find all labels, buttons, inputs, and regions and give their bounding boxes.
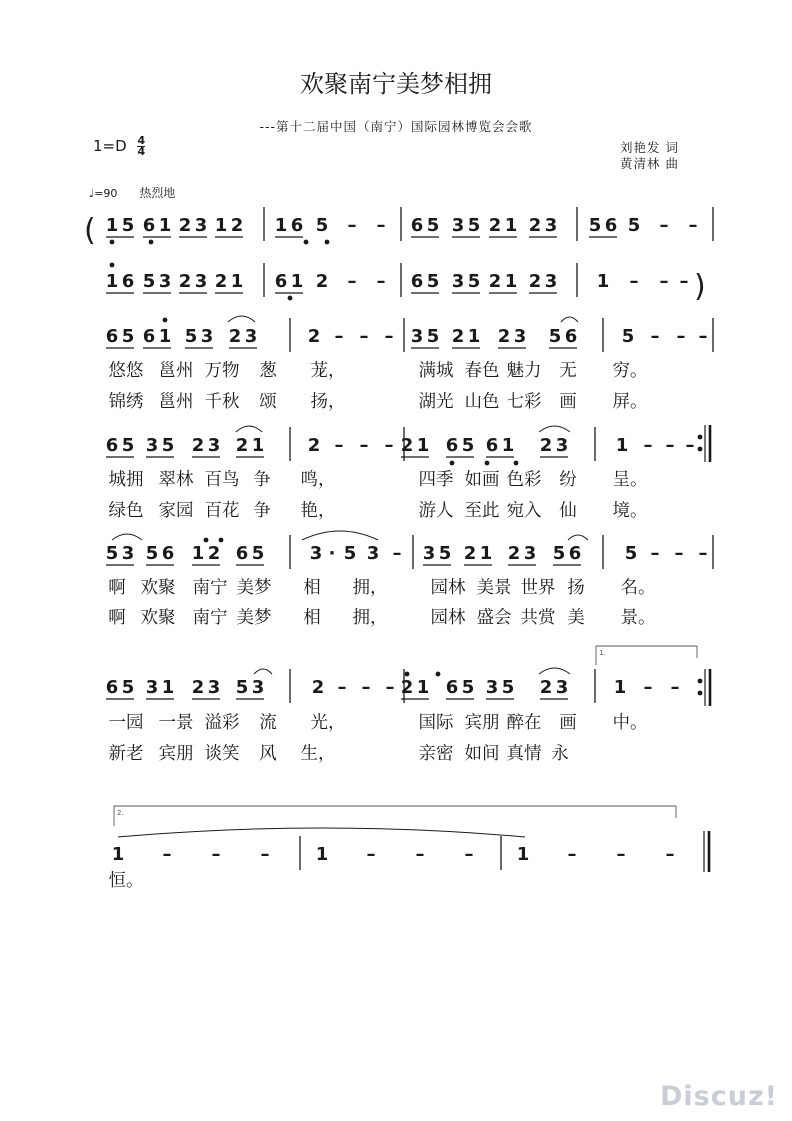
r4-note: 6 — [445, 435, 459, 456]
r2-note: – — [629, 271, 639, 292]
lyric-syllable: 仙 — [559, 501, 577, 521]
lyric-syllable: 扬 — [567, 578, 585, 598]
r2-note: 2 — [178, 271, 192, 292]
r1-note: 1 — [214, 215, 228, 236]
r6-note: – — [670, 677, 680, 698]
r6-note: 6 — [105, 677, 119, 698]
r6-note: 3 — [251, 677, 265, 698]
lyric-syllable: 百花 — [204, 501, 240, 521]
r4-note: 6 — [485, 435, 499, 456]
lyric-syllable: 永 — [551, 744, 569, 764]
octave-dot-low — [149, 240, 154, 245]
lyric-syllable: 邕州 — [158, 392, 194, 412]
lyric-syllable: 美景 — [476, 578, 512, 598]
lyric-syllable: 新老 — [108, 744, 144, 764]
r1-note: 6 — [410, 215, 424, 236]
discuz-watermark: Discuz! — [660, 1081, 778, 1112]
r5-note: · — [328, 543, 336, 564]
r4-note: – — [685, 435, 695, 456]
lyric-syllable: 艳， — [300, 501, 336, 521]
open-paren: ( — [84, 213, 96, 248]
r3-note: – — [334, 326, 344, 347]
r5-note: 6 — [568, 543, 582, 564]
lyric-syllable: 相 — [303, 578, 321, 598]
r6-note: 2 — [191, 677, 205, 698]
r3-note: 5 — [184, 326, 198, 347]
lyric-syllable: 宛入 — [506, 501, 542, 521]
time-signature-bottom: 4 — [137, 145, 146, 158]
lyric-syllable: 园林 — [430, 578, 466, 598]
lyric-syllable: 南宁 — [192, 578, 228, 598]
repeat-dot — [698, 679, 703, 684]
r7-note: – — [260, 844, 270, 865]
lyric-syllable: 扬， — [310, 392, 346, 412]
r7-note: 1 — [315, 844, 329, 865]
r1-note: 5 — [426, 215, 440, 236]
lyric-syllable: 亲密 — [418, 744, 454, 764]
octave-dot-low — [514, 461, 519, 466]
r2-note: 3 — [451, 271, 465, 292]
lyric-syllable: 宾朋 — [464, 713, 500, 733]
r2-note: 1 — [504, 271, 518, 292]
r2-note: 5 — [142, 271, 156, 292]
r1-note: 3 — [194, 215, 208, 236]
lyric-syllable: 七彩 — [506, 392, 542, 412]
lyric-syllable: 纷 — [559, 470, 577, 490]
r4-note: 1 — [501, 435, 515, 456]
r3-note: – — [359, 326, 369, 347]
lyric-syllable: 葱 — [259, 361, 277, 381]
lyric-syllable: 万物 — [204, 361, 240, 381]
r1-note: 1 — [504, 215, 518, 236]
r5-note: – — [392, 543, 402, 564]
octave-dot-high — [204, 538, 209, 543]
r1-note: 5 — [588, 215, 602, 236]
lyric-syllable: 游人 — [418, 501, 454, 521]
r5-note: 3 — [523, 543, 537, 564]
r6-note: 2 — [311, 677, 325, 698]
lyric-syllable: 悠悠 — [108, 361, 144, 381]
r4-note: 2 — [307, 435, 321, 456]
r6-note: – — [361, 677, 371, 698]
r2-note: 1 — [290, 271, 304, 292]
r2-note: 2 — [315, 271, 329, 292]
r4-note: 3 — [207, 435, 221, 456]
r5-note: 2 — [463, 543, 477, 564]
lyric-syllable: 翠林 — [158, 470, 194, 490]
lyric-syllable: 景。 — [620, 608, 656, 628]
r2-note: 5 — [426, 271, 440, 292]
r6-note: 3 — [485, 677, 499, 698]
r1-note: – — [659, 215, 669, 236]
lyric-syllable: 春色 — [464, 361, 500, 381]
r5-note: 3 — [121, 543, 135, 564]
r6-note: 5 — [121, 677, 135, 698]
lyric-syllable: 千秋 — [204, 392, 240, 412]
lyric-syllable: 宾朋 — [158, 744, 194, 764]
r7-note: 1 — [516, 844, 530, 865]
r4-note: 1 — [416, 435, 430, 456]
r5-note: 5 — [145, 543, 159, 564]
r3-note: – — [698, 326, 708, 347]
r2-note: – — [376, 271, 386, 292]
octave-dot-high — [219, 538, 224, 543]
lyric-syllable: 一园 — [108, 713, 144, 733]
r3-note: 1 — [467, 326, 481, 347]
lyric-syllable: 美梦 — [236, 578, 272, 598]
r5-note: 6 — [235, 543, 249, 564]
r5-note: 5 — [251, 543, 265, 564]
volta-second-label: 2. — [117, 809, 124, 817]
lyric-syllable: 绿色 — [108, 501, 144, 521]
lyric-syllable: 锦绣 — [108, 392, 144, 412]
r3-note: – — [384, 326, 394, 347]
r5-note: 6 — [161, 543, 175, 564]
octave-dot-high — [163, 318, 168, 323]
r5-note: 5 — [438, 543, 452, 564]
r5-note: 3 — [309, 543, 323, 564]
r3-note: – — [650, 326, 660, 347]
r3-note: 3 — [410, 326, 424, 347]
r1-note: 2 — [230, 215, 244, 236]
r6-note: 6 — [445, 677, 459, 698]
r4-note: 3 — [555, 435, 569, 456]
r7-note: – — [616, 844, 626, 865]
r3-note: 3 — [244, 326, 258, 347]
lyric-syllable: 溢彩 — [204, 713, 240, 733]
r4-note: – — [665, 435, 675, 456]
r4-note: – — [643, 435, 653, 456]
r2-note: 2 — [528, 271, 542, 292]
r1-note: – — [376, 215, 386, 236]
r3-note: 6 — [564, 326, 578, 347]
r2-note: – — [659, 271, 669, 292]
tie-slur — [118, 828, 525, 837]
lyric-syllable: 啊 — [108, 578, 126, 598]
octave-dot-low — [110, 240, 115, 245]
r7-note: – — [162, 844, 172, 865]
lyric-syllable: 画 — [559, 392, 577, 412]
r6-note: 3 — [207, 677, 221, 698]
r4-note: 2 — [400, 435, 414, 456]
r5-note: – — [674, 543, 684, 564]
r1-note: – — [347, 215, 357, 236]
lyric-syllable: 一景 — [158, 713, 194, 733]
lyric-syllable: 魅力 — [506, 361, 542, 381]
lyric-syllable: 无 — [559, 361, 577, 381]
lyric-syllable: 拥， — [352, 608, 388, 628]
lyric-syllable: 中。 — [612, 713, 648, 733]
r6-note: 3 — [555, 677, 569, 698]
lyric-syllable: 光， — [310, 713, 346, 733]
lyric-syllable: 名。 — [620, 578, 656, 598]
r1-note: 6 — [142, 215, 156, 236]
r4-note: – — [384, 435, 394, 456]
r3-note: 5 — [121, 326, 135, 347]
r5-note: 5 — [343, 543, 357, 564]
r5-note: 1 — [191, 543, 205, 564]
lyric-syllable: 拥， — [352, 578, 388, 598]
lyric-syllable: 风 — [259, 744, 277, 764]
repeat-dot — [698, 447, 703, 452]
r5-note: 2 — [207, 543, 221, 564]
volta-first-label: 1. — [599, 649, 606, 657]
lyric-syllable: 美 — [567, 608, 585, 628]
r4-note: 2 — [191, 435, 205, 456]
slur — [568, 535, 588, 540]
r1-note: 1 — [158, 215, 172, 236]
r7-note: – — [415, 844, 425, 865]
r6-note: 3 — [145, 677, 159, 698]
lyric-syllable: 穷。 — [612, 361, 648, 381]
r2-note: 1 — [105, 271, 119, 292]
lyric-syllable: 呈。 — [612, 470, 648, 490]
octave-dot-high — [110, 263, 115, 268]
r6-note: 5 — [235, 677, 249, 698]
lyric-syllable: 至此 — [464, 501, 500, 521]
lyric-syllable: 园林 — [430, 608, 466, 628]
r3-note: 5 — [426, 326, 440, 347]
slur — [539, 668, 570, 674]
octave-dot-low — [325, 240, 330, 245]
r6-note: 5 — [501, 677, 515, 698]
time-signature-top: 4 — [137, 134, 146, 147]
expression-mark: 热烈地 — [139, 186, 176, 200]
r5-note: 2 — [507, 543, 521, 564]
r4-note: 2 — [235, 435, 249, 456]
lyric-syllable: 茏， — [310, 361, 346, 381]
r6-note: – — [385, 677, 395, 698]
lyric-syllable: 百鸟 — [204, 470, 240, 490]
r5-note: 5 — [624, 543, 638, 564]
r6-note: – — [643, 677, 653, 698]
r2-note: 6 — [410, 271, 424, 292]
r3-note: 2 — [451, 326, 465, 347]
r3-note: 2 — [307, 326, 321, 347]
r1-note: 5 — [315, 215, 329, 236]
r1-note: 2 — [528, 215, 542, 236]
r3-note: 1 — [158, 326, 172, 347]
r1-note: 2 — [178, 215, 192, 236]
key-text: 1=D — [93, 137, 127, 155]
r6-note: 2 — [400, 677, 414, 698]
r6-note: 1 — [161, 677, 175, 698]
song-title: 欢聚南宁美梦相拥 — [300, 70, 492, 98]
r1-note: 5 — [627, 215, 641, 236]
r2-note: 1 — [596, 271, 610, 292]
lyric-syllable: 相 — [303, 608, 321, 628]
r2-note: – — [679, 271, 689, 292]
r3-note: 3 — [200, 326, 214, 347]
r3-note: – — [676, 326, 686, 347]
lyric-syllable: 欢聚 — [140, 608, 176, 628]
r7-note: – — [464, 844, 474, 865]
lyric-syllable: 恒。 — [108, 871, 144, 891]
r1-note: 6 — [604, 215, 618, 236]
r7-note: – — [567, 844, 577, 865]
slur — [228, 316, 255, 322]
slur — [539, 426, 570, 432]
lyric-syllable: 画 — [559, 713, 577, 733]
lyric-syllable: 流 — [259, 713, 277, 733]
r3-note: 3 — [513, 326, 527, 347]
lyric-syllable: 颂 — [259, 392, 277, 412]
r7-note: – — [665, 844, 675, 865]
r1-note: 2 — [488, 215, 502, 236]
lyric-syllable: 家园 — [158, 501, 194, 521]
r4-note: 5 — [121, 435, 135, 456]
lyric-syllable: 如画 — [464, 470, 500, 490]
lyric-syllable: 四季 — [418, 470, 454, 490]
lyric-syllable: 鸣， — [300, 470, 336, 490]
slur — [236, 426, 262, 432]
r5-note: – — [650, 543, 660, 564]
r1-note: 3 — [544, 215, 558, 236]
r3-note: 6 — [142, 326, 156, 347]
r3-note: 2 — [228, 326, 242, 347]
r2-note: 2 — [214, 271, 228, 292]
octave-dot-low — [485, 461, 490, 466]
r5-note: 5 — [105, 543, 119, 564]
octave-dot-low — [450, 461, 455, 466]
r4-note: 5 — [461, 435, 475, 456]
lyric-syllable: 欢聚 — [140, 578, 176, 598]
lyric-syllable: 美梦 — [236, 608, 272, 628]
r6-note: 2 — [539, 677, 553, 698]
lyric-syllable: 南宁 — [192, 608, 228, 628]
r1-note: 6 — [290, 215, 304, 236]
r5-note: – — [698, 543, 708, 564]
r6-note: 1 — [416, 677, 430, 698]
r1-note: 5 — [121, 215, 135, 236]
octave-dot-high — [436, 672, 441, 677]
r5-note: 3 — [366, 543, 380, 564]
lyric-syllable: 城拥 — [108, 470, 144, 490]
r2-note: – — [347, 271, 357, 292]
lyric-syllable: 满城 — [418, 361, 454, 381]
lyric-syllable: 谈笑 — [204, 744, 240, 764]
song-subtitle: ---第十二届中国（南宁）国际园林博览会会歌 — [259, 119, 533, 134]
r2-note: 1 — [230, 271, 244, 292]
r7-note: – — [211, 844, 221, 865]
octave-dot-low — [304, 240, 309, 245]
lyric-syllable: 邕州 — [158, 361, 194, 381]
r6-note: 5 — [461, 677, 475, 698]
r4-note: 1 — [615, 435, 629, 456]
volta-second-bracket — [114, 806, 676, 826]
lyric-syllable: 生， — [300, 744, 336, 764]
octave-dot-high — [405, 672, 410, 677]
lyric-syllable: 湖光 — [418, 392, 454, 412]
repeat-dot — [698, 691, 703, 696]
lyricist-credit: 刘艳发 词 — [620, 140, 679, 155]
r3-note: 2 — [497, 326, 511, 347]
r7-note: 1 — [111, 844, 125, 865]
lyric-syllable: 争 — [253, 470, 271, 490]
r2-note: 3 — [544, 271, 558, 292]
r4-note: – — [334, 435, 344, 456]
r1-note: 1 — [105, 215, 119, 236]
r4-note: 2 — [539, 435, 553, 456]
tie-slur — [302, 531, 378, 540]
octave-dot-low — [288, 296, 293, 301]
lyric-syllable: 真情 — [506, 744, 542, 764]
r3-note: 6 — [105, 326, 119, 347]
r5-note: 3 — [422, 543, 436, 564]
r2-note: 5 — [467, 271, 481, 292]
r5-note: 5 — [552, 543, 566, 564]
tempo-mark: ♩=90 — [89, 187, 118, 200]
slur — [112, 534, 142, 540]
r2-note: 6 — [274, 271, 288, 292]
close-paren: ) — [694, 269, 706, 304]
r6-note: – — [337, 677, 347, 698]
volta-first-bracket — [596, 646, 697, 665]
lyric-syllable: 世界 — [520, 578, 556, 598]
lyric-syllable: 国际 — [418, 713, 454, 733]
r4-note: 3 — [145, 435, 159, 456]
r1-note: 5 — [467, 215, 481, 236]
r3-note: 5 — [621, 326, 635, 347]
r6-note: 1 — [613, 677, 627, 698]
r3-note: 5 — [548, 326, 562, 347]
lyric-syllable: 争 — [253, 501, 271, 521]
r1-note: – — [688, 215, 698, 236]
r2-note: 3 — [194, 271, 208, 292]
r1-note: 1 — [274, 215, 288, 236]
composer-credit: 黄清林 曲 — [620, 156, 679, 171]
r4-note: – — [359, 435, 369, 456]
r2-note: 6 — [121, 271, 135, 292]
r4-note: 5 — [161, 435, 175, 456]
lyric-syllable: 山色 — [464, 392, 500, 412]
lyric-syllable: 如间 — [464, 744, 500, 764]
r5-note: 1 — [479, 543, 493, 564]
r7-note: – — [366, 844, 376, 865]
lyric-syllable: 啊 — [108, 608, 126, 628]
lyric-syllable: 醉在 — [506, 713, 542, 733]
r4-note: 1 — [251, 435, 265, 456]
slur — [561, 317, 578, 322]
slur — [254, 669, 272, 674]
lyric-syllable: 盛会 — [476, 608, 512, 628]
r2-note: 3 — [158, 271, 172, 292]
lyric-syllable: 屏。 — [612, 392, 648, 412]
r4-note: 6 — [105, 435, 119, 456]
lyric-syllable: 境。 — [612, 501, 648, 521]
r1-note: 3 — [451, 215, 465, 236]
repeat-dot — [698, 435, 703, 440]
lyric-syllable: 色彩 — [506, 470, 542, 490]
r2-note: 2 — [488, 271, 502, 292]
lyric-syllable: 共赏 — [520, 608, 556, 628]
